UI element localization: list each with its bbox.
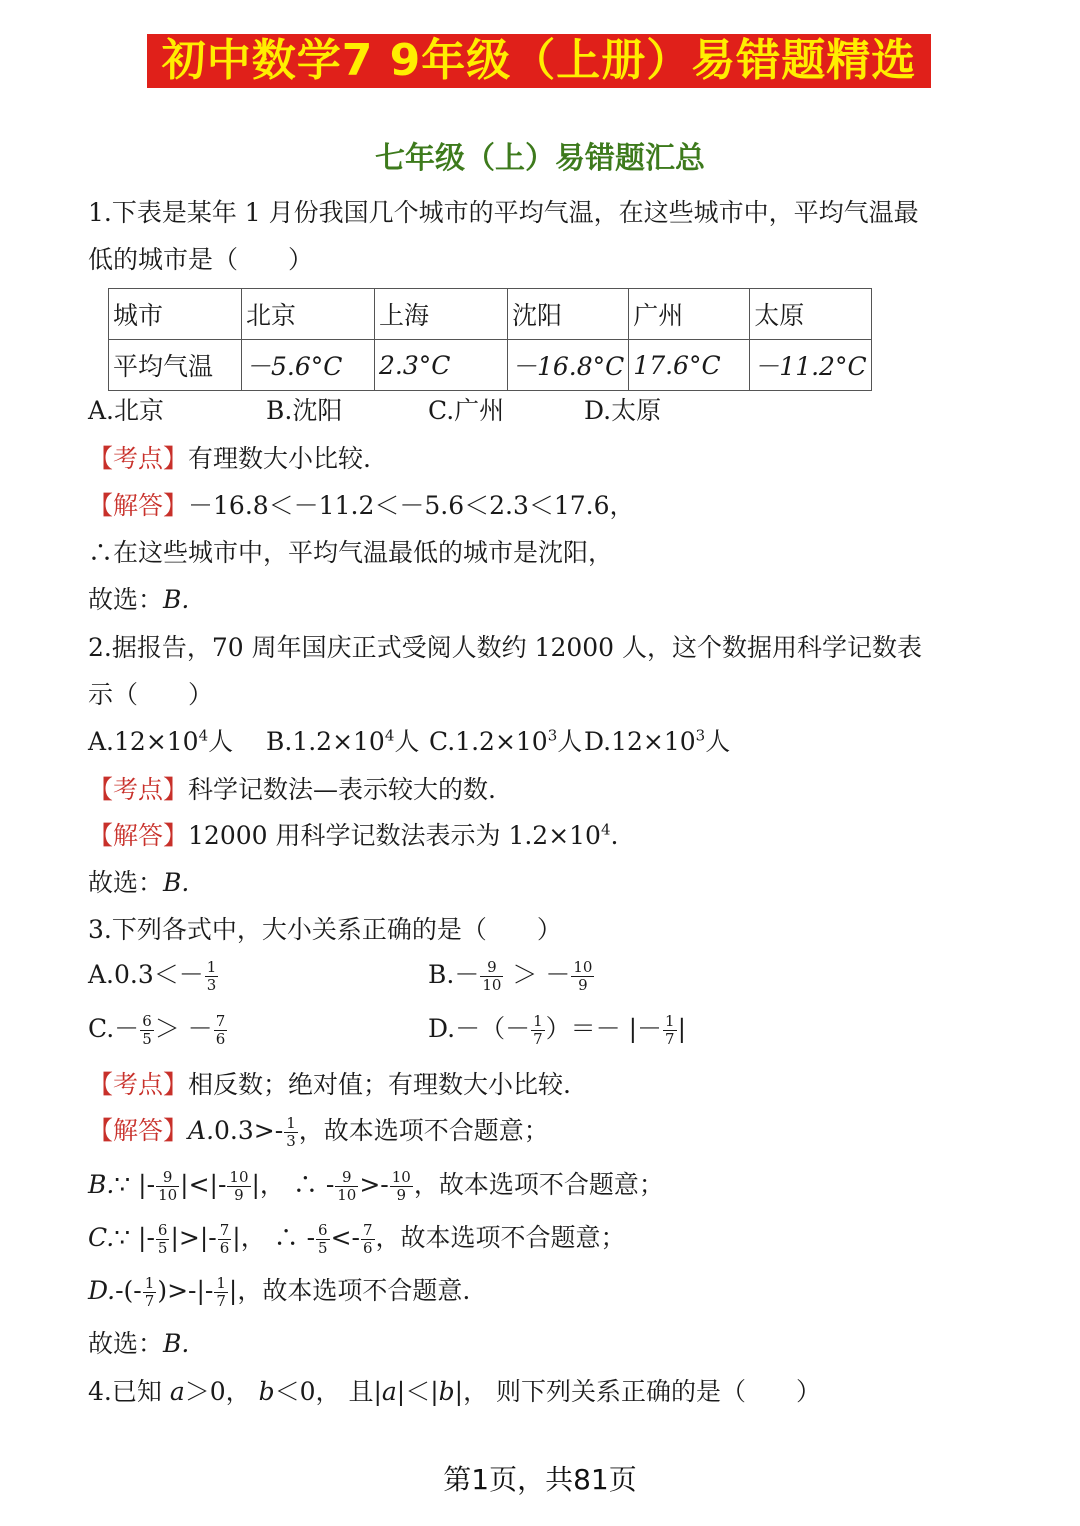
option-c: C.广州 (428, 396, 505, 425)
table-cell: 广州 (629, 289, 750, 340)
jieda-text: －16.8＜－11.2＜－5.6＜2.3＜17.6， (188, 491, 635, 520)
q1-answer (88, 583, 189, 617)
answer-prefix: 故选： (88, 1329, 164, 1358)
option-b: B.沈阳 (266, 396, 343, 425)
table-cell: －5.6°C (242, 340, 375, 391)
fraction: $\frac{1}{7}$ (533, 1012, 543, 1048)
q2-stem-line1: 2.据报告，70 周年国庆正式受阅人数约 12000 人，这个数据用科学记数表 (88, 633, 923, 662)
option-c: $C.1.2\times 10^3$人 (429, 726, 583, 756)
q1-stem-line1: 1.下表是某年 1 月份我国几个城市的平均气温，在这些城市中，平均气温最 (88, 198, 919, 227)
table-cell: 沈阳 (508, 289, 629, 340)
fraction: $\frac{10}{9}$ (229, 1168, 249, 1204)
q3-option-c: C.－ $\frac{6}{5}$ ＞ － $\frac{7}{6}$ (88, 1012, 226, 1048)
fraction: $\frac{6}{5}$ (318, 1221, 328, 1257)
table-cell: 17.6°C (629, 340, 750, 391)
kaodian-tag: 【考点】 (88, 1070, 189, 1099)
table-row (109, 340, 872, 391)
fraction: $\frac{9}{10}$ (482, 958, 502, 994)
table-cell: 北京 (242, 289, 375, 340)
jieda-tag: 【解答】 (88, 821, 189, 850)
q1-stem-line2: 低的城市是（ ） (88, 245, 314, 274)
table-cell: －11.2°C (750, 340, 871, 391)
fraction: $\frac{1}{3}$ (286, 1114, 296, 1150)
table-row (109, 289, 872, 340)
option-b: $B.1.2\times 10^4$人 (266, 726, 420, 756)
fraction: $\frac{1}{7}$ (665, 1012, 675, 1048)
answer-prefix: 故选： (88, 868, 164, 897)
fraction: $\frac{1}{7}$ (144, 1274, 155, 1310)
q3-jieda-d: D.-(- $\frac{1}{7}$ )>-|- $\frac{1}{7}$ |，故本选项不合题意. (88, 1274, 471, 1310)
q2-kaodian (88, 773, 496, 807)
q1-jieda (88, 489, 635, 523)
q2-jieda: 【解答】12000 用科学记数法表示为 $1.2\times 10^4$. (88, 820, 619, 850)
section-title: 七年级（上）易错题汇总 (375, 141, 705, 176)
kaodian-text: 相反数；绝对值；有理数大小比较. (188, 1070, 571, 1099)
kaodian-text: 科学记数法—表示较大的数. (188, 775, 496, 804)
header-banner: 初中数学7 9年级（上册）易错题精选 (147, 34, 931, 88)
q2-stem-line2: 示（ ） (88, 680, 214, 709)
q3-jieda-c: C.∵ |- $\frac{6}{5}$ |>|- $\frac{7}{6}$ |， ∴ - $\frac{6}{5}$ <- $\frac{7}{6}$ ，故本选项不合题意； (88, 1221, 626, 1257)
fraction: $\frac{1}{7}$ (216, 1274, 226, 1310)
answer-value: B. (163, 1329, 190, 1358)
q3-option-d: D.－（－ $\frac{1}{7}$ ）＝－ |－ $\frac{1}{7}$ | (428, 1012, 687, 1048)
answer-prefix: 故选： (88, 585, 164, 614)
fraction: $\frac{1}{3}$ (206, 958, 217, 994)
kaodian-tag: 【考点】 (88, 444, 189, 473)
fraction: $\frac{7}{6}$ (215, 1012, 226, 1048)
kaodian-text: 有理数大小比较. (188, 444, 371, 473)
fraction: $\frac{10}{9}$ (573, 958, 593, 994)
table-cell: 上海 (375, 289, 508, 340)
fraction: $\frac{10}{9}$ (391, 1168, 411, 1204)
jieda-tag: 【解答】 (88, 491, 189, 520)
option-a: A.北京 (88, 396, 165, 425)
table-cell: 城市 (109, 289, 242, 340)
table-cell: 太原 (750, 289, 871, 340)
answer-value: B. (163, 585, 190, 614)
kaodian-tag: 【考点】 (88, 775, 189, 804)
q3-answer (88, 1327, 189, 1361)
fraction: $\frac{6}{5}$ (142, 1012, 152, 1048)
fraction: $\frac{9}{10}$ (158, 1168, 178, 1204)
option-a: $A.12\times 10^4$人 (88, 726, 234, 756)
option-d: D.太原 (584, 396, 662, 425)
option-d: $D.12\times 10^3$人 (584, 726, 731, 756)
table-cell: 2.3°C (375, 340, 508, 391)
page-number: 第1页，共81页 (443, 1463, 637, 1496)
answer-value: B. (163, 868, 190, 897)
table-cell: －16.8°C (508, 340, 629, 391)
q1-therefore: ∴在这些城市中，平均气温最低的城市是沈阳， (88, 538, 614, 567)
fraction: $\frac{6}{5}$ (157, 1221, 168, 1257)
fraction: $\frac{7}{6}$ (362, 1221, 373, 1257)
q3-jieda-b: B.∵ |- $\frac{9}{10}$ |<|- $\frac{10}{9}$ |， ∴ - $\frac{9}{10}$ >- $\frac{10}{9}$ ，故本选项不合题意； (88, 1168, 664, 1204)
jieda-tag: 【解答】 (88, 1116, 189, 1145)
q3-kaodian (88, 1068, 571, 1102)
fraction: $\frac{7}{6}$ (219, 1221, 230, 1257)
table-cell: 平均气温 (109, 340, 242, 391)
q1-kaodian (88, 442, 371, 476)
q3-jieda-a: 【解答】A.0.3>- $\frac{1}{3}$ ，故本选项不合题意； (88, 1114, 549, 1150)
q2-answer (88, 866, 189, 900)
q3-option-a: A.0.3＜－ $\frac{1}{3}$ (88, 958, 217, 994)
temperature-table (108, 288, 872, 391)
q4-stem: 4.已知 a＞0， b＜0， 且|a|＜|b|， 则下列关系正确的是（ ） (88, 1377, 822, 1406)
fraction: $\frac{9}{10}$ (337, 1168, 357, 1204)
q3-stem: 3.下列各式中，大小关系正确的是（ ） (88, 915, 562, 944)
q3-option-b: B.－ $\frac{9}{10}$ ＞ － $\frac{10}{9}$ (428, 958, 593, 994)
